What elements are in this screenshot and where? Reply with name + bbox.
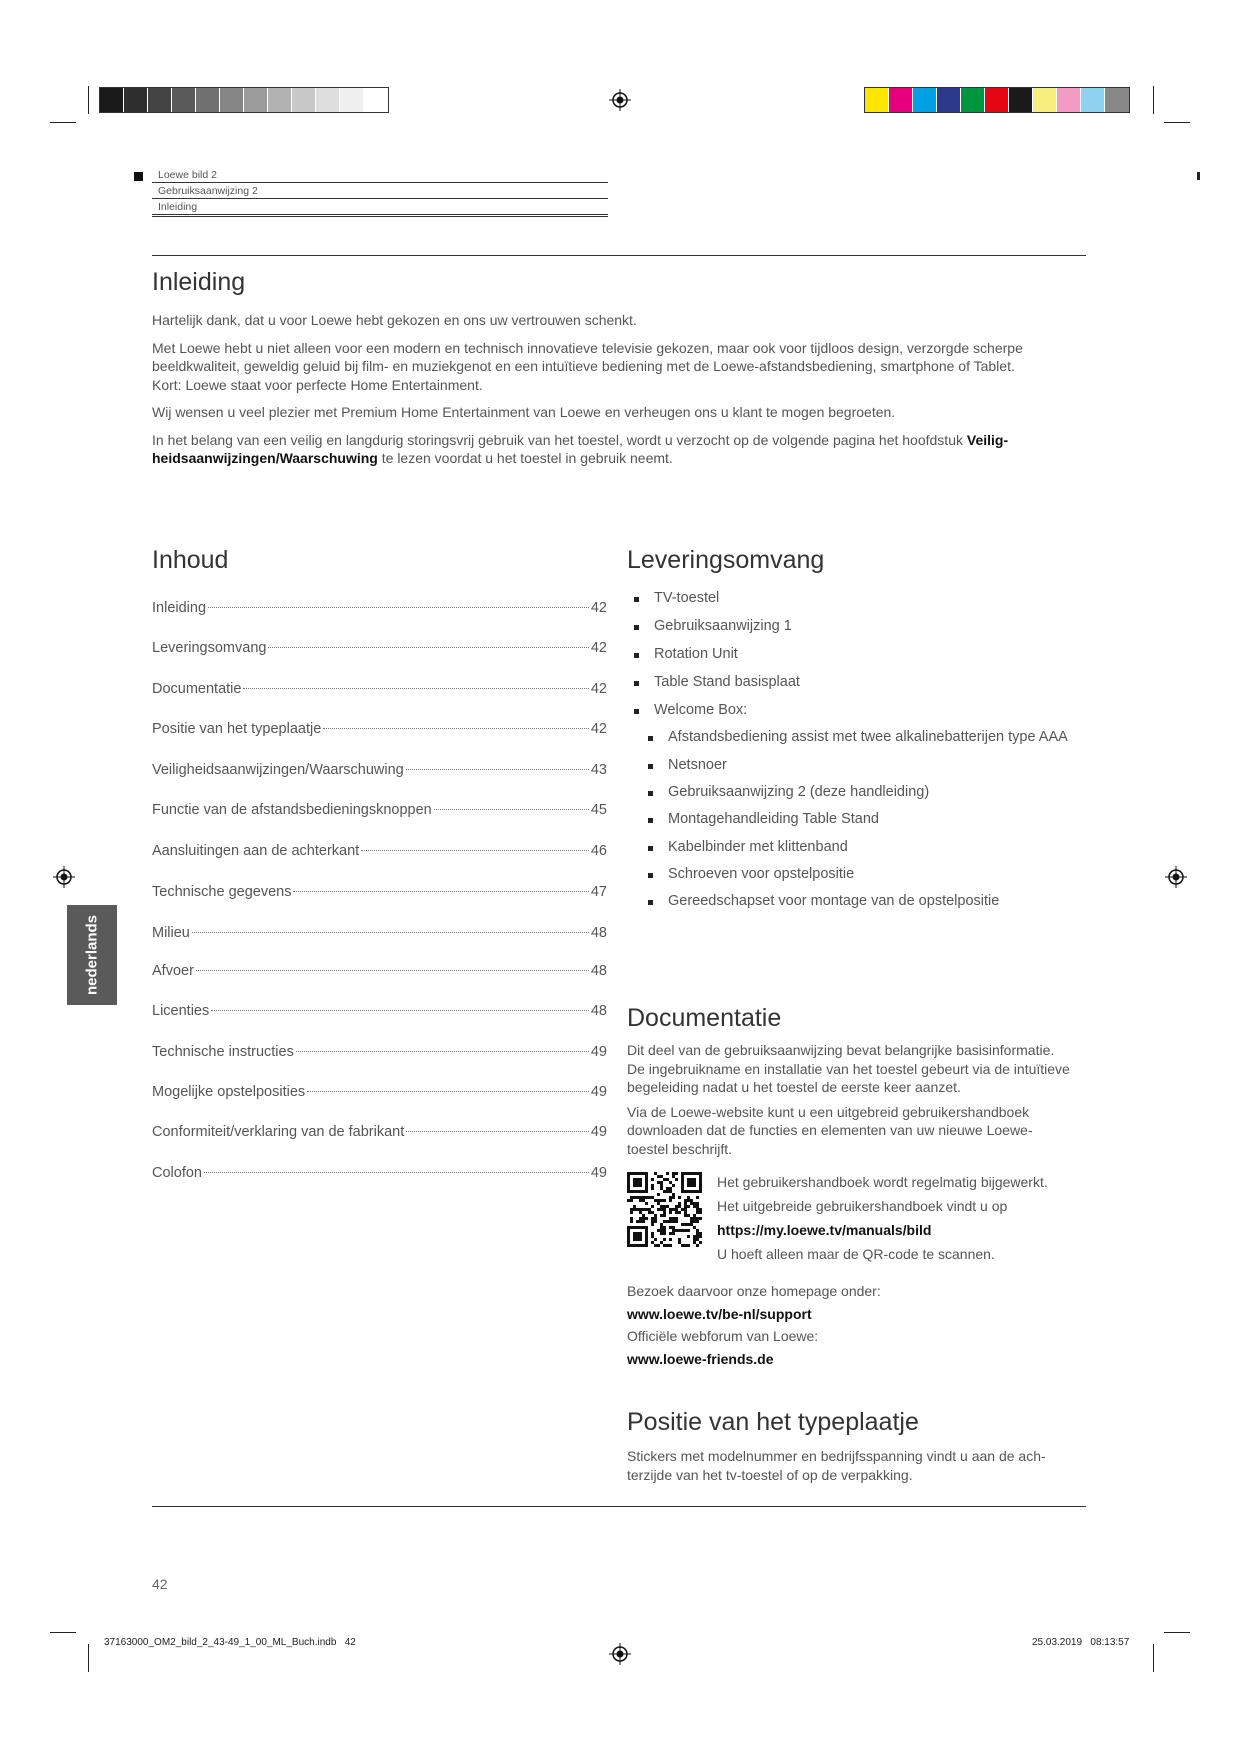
toc-entry-label: Licenties <box>152 1003 210 1019</box>
toc-entry-label: Conformiteit/verklaring van de fabrikant <box>152 1124 405 1140</box>
toc-leader-dots <box>192 932 589 933</box>
typeplate-text <box>627 1447 1089 1484</box>
file-slug: 37163000_OM2_bild_2_43-49_1_00_ML_Buch.indb 42 <box>104 1637 356 1648</box>
crosshair-registration-icon <box>609 1643 631 1665</box>
delivery-subitem: Schroeven voor opstelpositie <box>668 866 855 882</box>
top-rule <box>152 255 1086 256</box>
toc-entry[interactable] <box>152 1084 607 1104</box>
gray-swatch <box>172 88 196 112</box>
toc-entry[interactable] <box>152 963 607 983</box>
gray-swatch <box>292 88 316 112</box>
toc-leader-dots <box>406 769 589 770</box>
delivery-title: Leveringsomvang <box>627 546 825 574</box>
toc-entry-page: 49 <box>590 1044 607 1060</box>
toc-entry[interactable] <box>152 843 607 863</box>
toc-entry-label: Milieu <box>152 925 190 941</box>
safety-chapter-ref: heidsaanwijzingen/Waarschuwing <box>152 450 378 466</box>
color-swatch <box>1033 88 1057 112</box>
color-swatch <box>985 88 1009 112</box>
text-line: Met Loewe hebt u niet alleen voor een modern en technisch innovatieve televisie gekozen, maar ook voor tijdloos design, verzorgde scherpe <box>152 339 1023 356</box>
crop-mark <box>50 122 76 123</box>
safety-chapter-ref: Veilig- <box>966 431 1009 448</box>
toc-leader-dots <box>211 1010 589 1011</box>
text-line: Bezoek daarvoor onze homepage onder: <box>627 1283 881 1299</box>
toc-leader-dots <box>296 1051 589 1052</box>
toc-leader-dots <box>243 688 588 689</box>
text-line: toestel beschrijft. <box>627 1140 733 1157</box>
text-span: te lezen voordat u het toestel in gebruik neemt. <box>377 450 673 466</box>
toc-entry[interactable] <box>152 925 607 945</box>
toc-entry-page: 42 <box>590 681 607 697</box>
text-line: downloaden dat de functies en elementen van uw nieuwe Loewe- <box>627 1122 1033 1138</box>
toc-entry-page: 46 <box>590 843 607 859</box>
text-line: Officiële webforum van Loewe: <box>627 1328 819 1344</box>
color-swatch <box>1081 88 1105 112</box>
gray-swatch <box>364 88 388 112</box>
print-timestamp: 25.03.2019 08:13:57 <box>1032 1637 1130 1648</box>
text-line: U hoeft alleen maar de QR-code te scannen. <box>717 1246 995 1262</box>
toc-leader-dots <box>293 891 588 892</box>
toc-entry-page: 48 <box>590 1003 607 1019</box>
crosshair-registration-icon <box>53 866 75 888</box>
intro-paragraph <box>152 339 1092 395</box>
delivery-item: Rotation Unit <box>654 646 738 662</box>
toc-leader-dots <box>268 647 588 648</box>
text-line: Dit deel van de gebruiksaanwijzing bevat belangrijke basisinformatie. <box>627 1042 1055 1058</box>
toc-leader-dots <box>196 970 589 971</box>
bottom-rule <box>152 1506 1086 1507</box>
documentation-title: Documentatie <box>627 1004 782 1032</box>
page-number: 42 <box>152 1576 168 1592</box>
text-line: beeldkwaliteit, geweldig geluid bij film- en muziekgenot en een intuïtieve bediening met de Loewe-afstandsbediening, smartphone of Tablet. <box>152 358 1015 374</box>
crop-mark <box>1197 172 1200 180</box>
text-line <box>152 431 1092 450</box>
breadcrumb-manual: Gebruiksaanwijzing 2 <box>152 184 608 199</box>
text-line: begeleiding nadat u het toestel de eerste keer aanzet. <box>627 1079 961 1095</box>
toc-leader-dots <box>307 1091 589 1092</box>
language-tab <box>67 905 117 1005</box>
toc-entry-label: Functie van de afstandsbedieningsknoppen <box>152 802 432 818</box>
toc-entry-label: Aansluitingen aan de achterkant <box>152 843 360 859</box>
delivery-subitem: Afstandsbediening assist met twee alkalinebatterijen type AAA <box>668 729 1068 745</box>
qr-caption <box>717 1170 1097 1266</box>
toc-entry-page: 45 <box>590 802 607 818</box>
gray-swatch <box>340 88 364 112</box>
breadcrumb-chapter: Inleiding <box>152 200 608 215</box>
intro-paragraph <box>152 431 1092 468</box>
toc-entry[interactable] <box>152 640 607 660</box>
toc-entry-label: Afvoer <box>152 963 194 979</box>
toc-leader-dots <box>208 607 589 608</box>
toc-entry-page: 42 <box>590 640 607 656</box>
color-swatch <box>1057 88 1081 112</box>
breadcrumb-empty <box>152 216 608 217</box>
toc-title: Inhoud <box>152 546 229 574</box>
toc-leader-dots <box>434 809 589 810</box>
text-line: Kort: Loewe staat voor perfecte Home Entertainment. <box>152 376 483 393</box>
toc-entry[interactable] <box>152 1165 607 1185</box>
color-swatch <box>1105 88 1129 112</box>
breadcrumb-product: Loewe bild 2 <box>152 168 608 183</box>
toc-entry-page: 42 <box>590 721 607 737</box>
crop-mark <box>1153 1644 1154 1672</box>
section-marker <box>134 172 143 181</box>
toc-entry[interactable] <box>152 762 607 782</box>
delivery-item: Welcome Box: <box>654 702 748 718</box>
toc-entry[interactable] <box>152 681 607 701</box>
toc-entry[interactable] <box>152 1044 607 1064</box>
gray-swatch <box>268 88 292 112</box>
text-line <box>152 449 1092 468</box>
toc-entry-page: 43 <box>590 762 607 778</box>
gray-swatch <box>244 88 268 112</box>
qr-code[interactable] <box>627 1172 702 1247</box>
toc-entry-label: Documentatie <box>152 681 242 697</box>
crop-mark <box>88 1644 89 1672</box>
delivery-item: Gebruiksaanwijzing 1 <box>654 618 792 634</box>
toc-entry-page: 49 <box>590 1084 607 1100</box>
toc-entry-page: 49 <box>590 1165 607 1181</box>
color-swatch <box>961 88 985 112</box>
text-line: Het uitgebreide gebruikershandboek vindt u op <box>717 1198 1008 1214</box>
color-swatch <box>937 88 961 112</box>
delivery-subitem: Montagehandleiding Table Stand <box>668 811 879 827</box>
gray-swatch <box>196 88 220 112</box>
gray-swatch <box>148 88 172 112</box>
delivery-item: TV-toestel <box>654 590 720 606</box>
color-swatch <box>889 88 913 112</box>
support-link[interactable]: www.loewe.tv/be-nl/support <box>627 1305 812 1322</box>
gray-swatch <box>124 88 148 112</box>
toc-entry[interactable] <box>152 721 607 741</box>
process-color-bar <box>864 87 1130 113</box>
text-line: Stickers met modelnummer en bedrijfsspanning vindt u aan de ach- <box>627 1448 1046 1464</box>
delivery-subitem: Netsnoer <box>668 757 727 773</box>
toc-leader-dots <box>204 1172 589 1173</box>
toc-entry-label: Mogelijke opstelposities <box>152 1084 306 1100</box>
support-info <box>627 1280 1087 1370</box>
toc-entry-page: 42 <box>590 600 607 616</box>
toc-entry-label: Positie van het typeplaatje <box>152 721 322 737</box>
text-line: De ingebruikname en installatie van het toestel gebeurt via de intuïtieve <box>627 1060 1070 1077</box>
color-swatch <box>1009 88 1033 112</box>
delivery-subitem: Gebruiksaanwijzing 2 (deze handleiding) <box>668 784 930 800</box>
delivery-item: Table Stand basisplaat <box>654 674 800 690</box>
crop-mark <box>1164 122 1190 123</box>
crop-mark <box>1164 1632 1190 1633</box>
intro-text <box>152 311 1092 468</box>
gray-swatch <box>220 88 244 112</box>
text-line: Via de Loewe-website kunt u een uitgebreid gebruikershandboek <box>627 1103 1030 1120</box>
crosshair-registration-icon <box>1165 866 1187 888</box>
toc-entry-page: 48 <box>590 963 607 979</box>
toc-entry-label: Leveringsomvang <box>152 640 267 656</box>
toc-leader-dots <box>323 728 589 729</box>
toc-entry-label: Technische instructies <box>152 1044 294 1060</box>
toc-entry-label: Colofon <box>152 1165 202 1181</box>
color-swatch <box>913 88 937 112</box>
text-line: Het gebruikershandboek wordt regelmatig bijgewerkt. <box>717 1174 1048 1190</box>
crop-mark <box>1153 86 1154 114</box>
crop-mark <box>50 1632 76 1633</box>
gray-color-bar <box>99 87 389 113</box>
toc-entry[interactable] <box>152 1124 607 1144</box>
typeplate-title: Positie van het typeplaatje <box>627 1408 919 1436</box>
toc-entry-label: Veiligheidsaanwijzingen/Waarschuwing <box>152 762 404 778</box>
toc-entry[interactable] <box>152 1003 607 1023</box>
toc-entry-page: 49 <box>590 1124 607 1140</box>
color-swatch <box>865 88 889 112</box>
intro-paragraph: Wij wensen u veel plezier met Premium Home Entertainment van Loewe en verheugen ons u klant te mogen begroeten. <box>152 404 896 420</box>
text-span: In het belang van een veilig en langdurig storingsvrij gebruik van het toestel, wordt u verzocht op de volgende pagina het hoofdstuk <box>152 431 967 448</box>
crosshair-registration-icon <box>609 89 631 111</box>
gray-swatch <box>316 88 340 112</box>
delivery-subitem: Gereedschapset voor montage van de opstelpositie <box>668 893 1000 909</box>
text-line: terzijde van het tv-toestel of op de verpakking. <box>627 1466 913 1483</box>
toc-entry-label: Technische gegevens <box>152 884 292 900</box>
toc-entry[interactable] <box>152 802 607 822</box>
forum-link[interactable]: www.loewe-friends.de <box>627 1350 774 1367</box>
toc-entry-label: Inleiding <box>152 600 207 616</box>
toc-entry-page: 47 <box>590 884 607 900</box>
crop-mark <box>88 86 89 114</box>
toc-entry[interactable] <box>152 884 607 904</box>
intro-paragraph: Hartelijk dank, dat u voor Loewe hebt gekozen en ons uw vertrouwen schenkt. <box>152 312 637 328</box>
intro-title: Inleiding <box>152 268 246 296</box>
delivery-subitem: Kabelbinder met klittenband <box>668 839 848 855</box>
toc-entry[interactable] <box>152 600 607 620</box>
documentation-text <box>627 1041 1089 1158</box>
language-tab-label: nederlands <box>83 914 101 996</box>
toc-leader-dots <box>361 850 589 851</box>
toc-leader-dots <box>406 1131 589 1132</box>
gray-swatch <box>100 88 124 112</box>
manual-link[interactable]: https://my.loewe.tv/manuals/bild <box>717 1222 932 1238</box>
toc-entry-page: 48 <box>590 925 607 941</box>
